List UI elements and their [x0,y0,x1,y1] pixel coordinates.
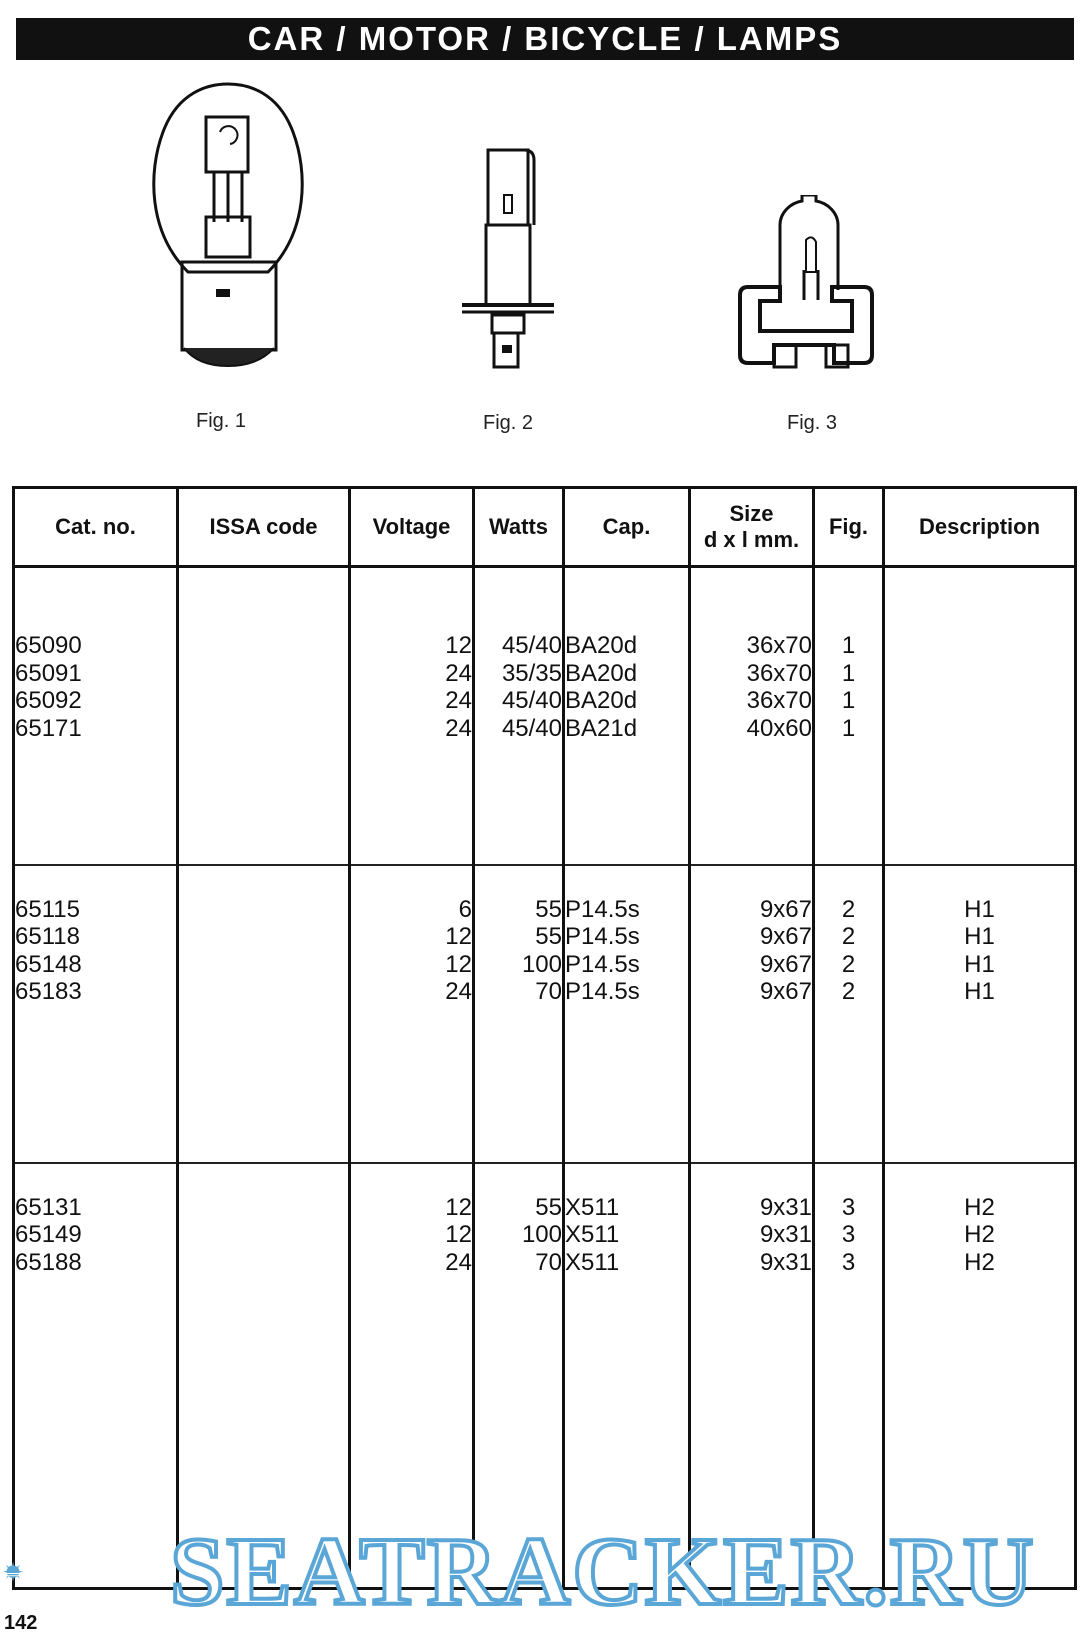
cell-watts [474,567,564,865]
watts-value: 100 [521,1221,562,1248]
size-value: 9x31 [759,1221,812,1248]
cap-value: P14.5s [565,950,640,978]
figure-3-caption: Fig. 3 [787,412,838,434]
description-value: H1 [964,978,995,1005]
size-value: 9x31 [759,1248,812,1276]
figure-2-caption: Fig. 2 [483,412,534,434]
voltage-value: 12 [445,1193,472,1221]
cell-watts [474,865,564,1163]
page-banner: CAR / MOTOR / BICYCLE / LAMPS [16,18,1074,60]
cell-fig [814,567,884,865]
watts-value: 55 [535,895,562,923]
voltage-value: 6 [458,895,472,923]
watts-value: 45/40 [501,687,562,714]
size-value: 40x60 [746,714,812,742]
cap-value: X511 [565,1221,620,1248]
watts-value: 100 [521,950,562,978]
col-header-size-line2: d x l mm. [703,527,800,552]
cat-no-value: 65148 [15,950,82,978]
description-value: H2 [964,1221,995,1248]
col-header-voltage: Voltage [350,488,474,567]
fig-value: 2 [841,978,856,1005]
fig-value: 1 [841,659,856,687]
cell-voltage [350,567,474,865]
size-value: 36x70 [746,659,812,687]
size-value: 9x67 [759,895,812,923]
watts-value: 45/40 [501,714,562,742]
watts-value: 55 [535,923,562,950]
voltage-value: 12 [445,1221,472,1248]
watermark-text: SEATRACKER.RU [170,1518,1036,1626]
fig-value: 2 [841,950,856,978]
cat-no-value: 65115 [15,895,80,923]
description-value: H2 [964,1193,995,1221]
col-header-size-line1: Size [729,501,774,526]
col-header-fig: Fig. [814,488,884,567]
cell-size [690,567,814,865]
size-value: 36x70 [746,687,812,714]
figure-1-bulb-drawing [148,82,308,372]
voltage-value: 24 [445,714,472,742]
voltage-value: 12 [445,950,472,978]
voltage-value: 24 [445,659,472,687]
fig-value: 2 [841,895,856,923]
cat-no-value: 65091 [15,659,82,687]
watts-value: 35/35 [501,659,562,687]
cell-issa-code [178,865,350,1163]
cell-fig [814,865,884,1163]
watts-value: 55 [535,1193,562,1221]
cat-no-value: 65188 [15,1248,82,1276]
watts-value: 45/40 [501,632,562,659]
fig-value: 3 [841,1248,856,1276]
cell-description [884,567,1076,865]
cap-value: X511 [565,1248,620,1276]
cell-cat-no [14,865,178,1163]
fig-value: 3 [841,1221,856,1248]
figure-3-h2-lamp-drawing [730,195,880,375]
cap-value: X511 [565,1193,620,1221]
cell-cap [564,865,690,1163]
table-header-row [14,488,1076,567]
cap-value: P14.5s [565,923,640,950]
cat-no-value: 65171 [15,714,82,742]
cap-value: BA20d [565,632,638,659]
cat-no-value: 65183 [15,978,82,1005]
voltage-value: 24 [445,687,472,714]
voltage-value: 12 [445,632,472,659]
col-header-description: Description [884,488,1076,567]
figure-2-h1-lamp-drawing [458,140,558,380]
cell-cat-no [14,567,178,865]
size-value: 9x67 [759,978,812,1005]
figure-1-caption: Fig. 1 [196,410,247,432]
watts-value: 70 [535,1248,562,1276]
cell-size [690,865,814,1163]
cat-no-value: 65131 [15,1193,82,1221]
size-value: 9x31 [759,1193,812,1221]
lamp-catalog-table [12,486,1077,1590]
size-value: 9x67 [759,950,812,978]
col-header-cat-no: Cat. no. [14,488,178,567]
cat-no-value: 65118 [15,923,80,950]
cell-description [884,865,1076,1163]
voltage-value: 24 [445,1248,472,1276]
cell-issa-code [178,567,350,865]
size-value: 9x67 [759,923,812,950]
fig-value: 2 [841,923,856,950]
col-header-watts: Watts [474,488,564,567]
fig-value: 1 [841,687,856,714]
cap-value: P14.5s [565,895,640,923]
watts-value: 70 [535,978,562,1005]
table-group-1 [14,567,1076,865]
fig-value: 1 [841,632,856,659]
cat-no-value: 65149 [15,1221,82,1248]
voltage-value: 24 [445,978,472,1005]
cell-cap [564,567,690,865]
description-value: H2 [964,1248,995,1276]
col-header-cap: Cap. [564,488,690,567]
fig-value: 1 [841,714,856,742]
table-group-2 [14,865,1076,1163]
col-header-size [690,488,814,567]
voltage-value: 12 [445,923,472,950]
fig-value: 3 [841,1193,856,1221]
description-value: H1 [964,950,995,978]
cat-no-value: 65090 [15,632,82,659]
col-header-issa-code: ISSA code [178,488,350,567]
cell-voltage [350,865,474,1163]
description-value: H1 [964,895,995,923]
description-value: H1 [964,923,995,950]
cap-value: P14.5s [565,978,640,1005]
cap-value: BA20d [565,659,638,687]
page-number: 142 [4,1612,38,1634]
cap-value: BA21d [565,714,638,742]
size-value: 36x70 [746,632,812,659]
cap-value: BA20d [565,687,638,714]
cat-no-value: 65092 [15,687,82,714]
